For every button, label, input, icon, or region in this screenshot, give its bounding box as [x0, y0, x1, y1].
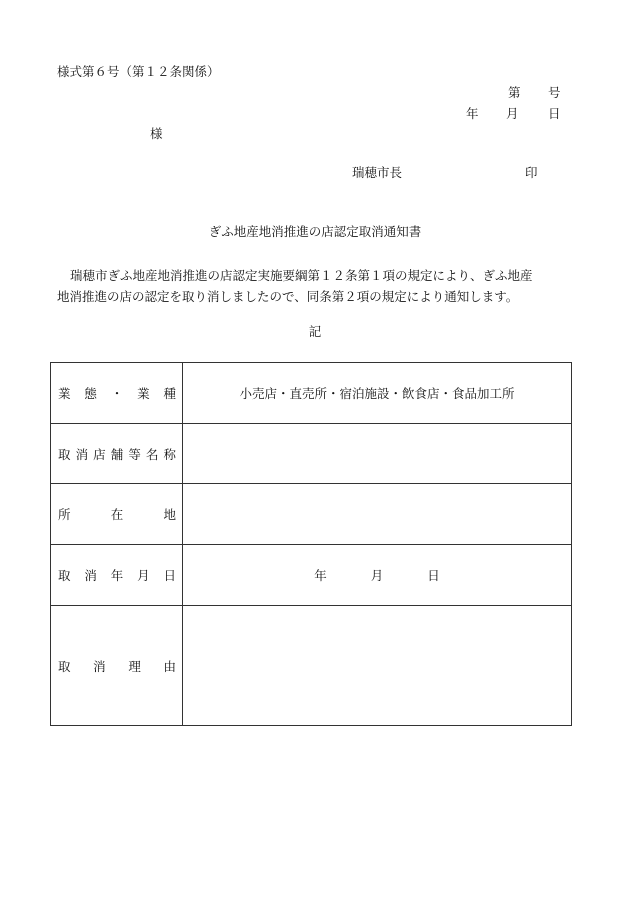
body-line-1: 瑞穂市ぎふ地産地消推進の店認定実施要綱第１２条第１項の規定により、ぎふ地産	[70, 268, 533, 283]
document-number-prefix: 第	[508, 85, 521, 100]
label-cancel-date: 取 消 年 月 日	[51, 545, 183, 606]
table-row-location	[51, 484, 572, 545]
table-row-cancel-date	[51, 545, 572, 606]
value-store-name[interactable]	[183, 424, 572, 484]
issue-date-day: 日	[548, 106, 561, 121]
form-number: 様式第６号（第１２条関係）	[57, 64, 220, 79]
value-cancel-reason[interactable]	[183, 606, 572, 726]
cancel-date-day: 日	[427, 568, 440, 583]
issue-date-year: 年	[466, 106, 479, 121]
cancel-date-year: 年	[314, 568, 327, 583]
body-line-2: 地消推進の店の認定を取り消しましたので、同条第２項の規定により通知します。	[57, 289, 519, 304]
document-title: ぎふ地産地消推進の店認定取消通知書	[208, 224, 422, 239]
label-cancel-reason: 取 消 理 由	[51, 606, 183, 726]
addressee-suffix: 様	[150, 126, 163, 141]
table-row-store-name	[51, 424, 572, 484]
body-text	[57, 265, 577, 307]
value-business-type: 小売店・直売所・宿泊施設・飲食店・食品加工所	[183, 363, 572, 424]
value-cancel-date[interactable]	[183, 545, 572, 606]
value-location[interactable]	[183, 484, 572, 545]
label-business-type: 業 態 ・ 業 種	[51, 363, 183, 424]
table-row-business-type	[51, 363, 572, 424]
issuer-name: 瑞穂市長	[352, 165, 403, 180]
cancel-date-month: 月	[370, 568, 384, 583]
ki-heading: 記	[308, 324, 322, 339]
issue-date-month: 月	[506, 106, 519, 121]
label-location: 所 在 地	[51, 484, 183, 545]
document-number-suffix: 号	[548, 85, 561, 100]
detail-table	[50, 362, 572, 726]
table-row-cancel-reason	[51, 606, 572, 726]
label-store-name: 取 消 店 舗 等 名 称	[51, 424, 183, 484]
seal-mark: 印	[525, 165, 538, 180]
